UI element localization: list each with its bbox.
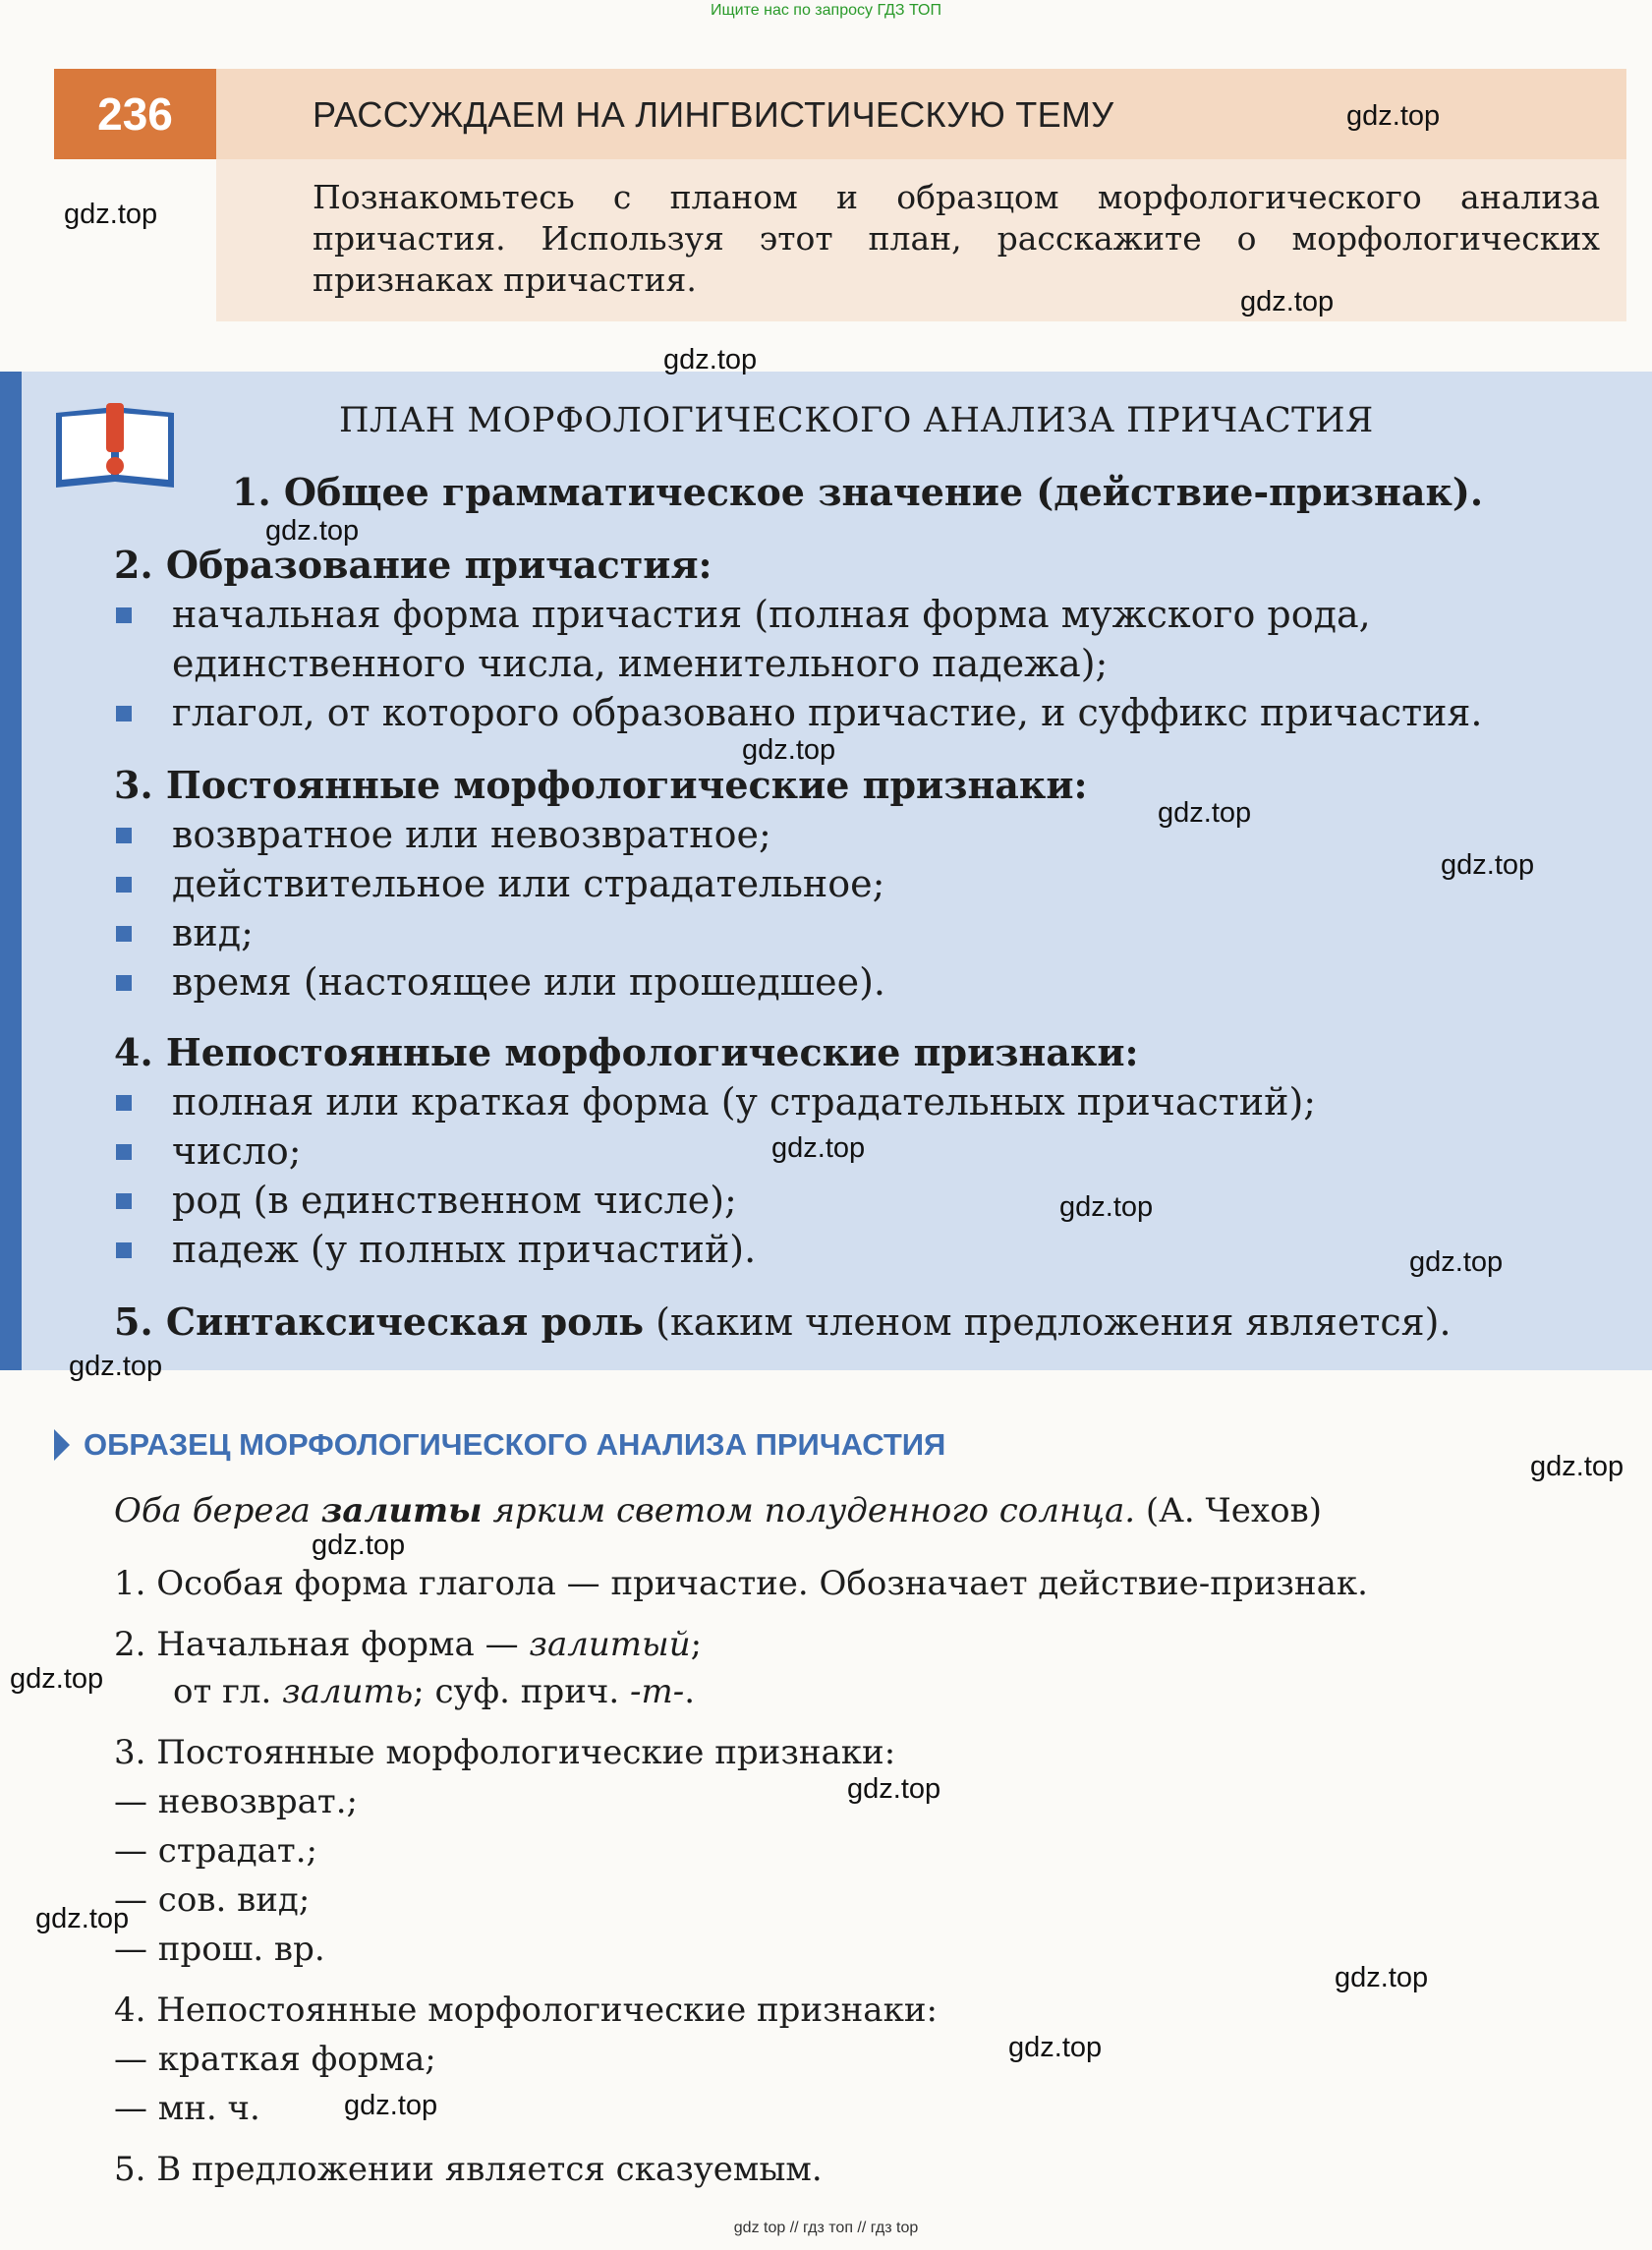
sample-line-4b: — мн. ч. — [114, 2089, 260, 2128]
bullet — [116, 877, 132, 893]
sample-title — [54, 1427, 945, 1463]
watermark: gdz.top — [1240, 286, 1335, 317]
plan-item-5-bold: 5. Синтаксическая роль — [114, 1299, 645, 1344]
line-part-italic: -т- — [629, 1672, 685, 1711]
plan-item-2: 2. Образование причастия: — [114, 543, 712, 587]
line-part: 2. Начальная форма — — [114, 1625, 530, 1664]
plan-item-2-bullet-1-line-1: начальная форма причастия (полная форма мужского рода, — [172, 593, 1371, 636]
plan-item-3: 3. Постоянные морфологические признаки: — [114, 763, 1088, 807]
sentence-author: (А. Чехов) — [1135, 1491, 1322, 1530]
watermark: gdz.top — [1409, 1246, 1504, 1278]
exercise-number: 236 — [54, 69, 216, 159]
watermark: gdz.top — [1008, 2032, 1103, 2063]
watermark: gdz.top — [771, 1132, 866, 1164]
watermark: gdz.top — [35, 1903, 130, 1934]
plan-item-4-bullet: род (в единственном числе); — [172, 1179, 737, 1222]
plan-item-1: 1. Общее грамматическое значение (действие-признак). — [232, 470, 1484, 514]
sentence-part: ярким светом полуденного солнца. — [482, 1491, 1136, 1530]
sample-line-3a: — невозврат.; — [114, 1782, 358, 1821]
plan-item-5-rest: (каким членом предложения является). — [644, 1300, 1452, 1344]
plan-item-2-bullet-2: глагол, от которого образовано причастие, и суффикс причастия. — [172, 691, 1483, 734]
plan-item-2-bullet-1-line-2: единственного числа, именительного падежа); — [172, 642, 1109, 685]
plan-item-4-bullet: полная или краткая форма (у страдательных причастий); — [172, 1080, 1317, 1124]
plan-stripe — [0, 372, 22, 1370]
plan-item-4: 4. Непостоянные морфологические признаки: — [114, 1030, 1139, 1074]
exercise-title: РАССУЖДАЕМ НА ЛИНГВИСТИЧЕСКУЮ ТЕМУ — [313, 94, 1114, 135]
watermark: gdz.top — [1059, 1191, 1154, 1223]
watermark: gdz.top — [69, 1351, 163, 1382]
sample-title-text: ОБРАЗЕЦ МОРФОЛОГИЧЕСКОГО АНАЛИЗА ПРИЧАСТИЯ — [84, 1427, 946, 1462]
exclamation-book-icon — [54, 403, 177, 491]
watermark: gdz.top — [344, 2090, 438, 2121]
plan-title: ПЛАН МОРФОЛОГИЧЕСКОГО АНАЛИЗА ПРИЧАСТИЯ — [339, 401, 1374, 440]
sentence-part: Оба берега — [114, 1491, 321, 1530]
bullet — [116, 1144, 132, 1160]
sample-line-3: 3. Постоянные морфологические признаки: — [114, 1733, 896, 1772]
line-part: . — [684, 1672, 695, 1711]
watermark: gdz.top — [10, 1663, 104, 1695]
sample-line-3d: — прош. вр. — [114, 1930, 325, 1969]
watermark: gdz.top — [64, 199, 158, 230]
bullet — [116, 1193, 132, 1209]
watermark: gdz.top — [312, 1529, 406, 1561]
bullet — [116, 975, 132, 991]
top-note: Ищите нас по запросу ГДЗ ТОП — [711, 2, 941, 19]
watermark: gdz.top — [265, 515, 360, 547]
plan-item-3-bullet: время (настоящее или прошедшее). — [172, 960, 885, 1004]
line-part: ; суф. прич. — [413, 1672, 630, 1711]
bullet — [116, 607, 132, 623]
sample-line-5: 5. В предложении является сказуемым. — [114, 2150, 823, 2189]
sample-line-1: 1. Особая форма глагола — причастие. Обозначает действие-признак. — [114, 1564, 1368, 1603]
plan-item-4-bullet: число; — [172, 1129, 302, 1173]
sample-line-3c: — сов. вид; — [114, 1880, 311, 1920]
line-part: от гл. — [173, 1672, 283, 1711]
sample-sentence — [114, 1490, 1322, 1531]
watermark: gdz.top — [1346, 100, 1441, 132]
bullet — [116, 1242, 132, 1258]
plan-item-3-bullet: вид; — [172, 911, 254, 954]
line-part: ; — [690, 1625, 703, 1664]
triangle-marker-icon — [54, 1429, 70, 1461]
watermark: gdz.top — [1158, 797, 1252, 829]
sentence-participle: залиты — [320, 1491, 483, 1530]
sample-line-3b: — страдат.; — [114, 1831, 317, 1871]
bullet — [116, 828, 132, 843]
bullet — [116, 706, 132, 721]
plan-item-4-bullet: падеж (у полных причастий). — [172, 1228, 757, 1271]
sample-line-4: 4. Непостоянные морфологические признаки: — [114, 1990, 938, 2030]
plan-item-3-bullet: действительное или страдательное; — [172, 862, 885, 905]
watermark: gdz.top — [742, 734, 836, 766]
bullet — [116, 926, 132, 942]
sample-line-4a: — краткая форма; — [114, 2040, 436, 2079]
watermark: gdz.top — [663, 344, 758, 375]
plan-item-5 — [114, 1299, 1452, 1345]
exercise-text: Познакомьтесь с планом и образцом морфологического анализа причастия. Используя этот план, расскажите о морфологических признаках причастия. — [313, 178, 1600, 299]
line-part-italic: залить — [282, 1672, 414, 1711]
bullet — [116, 1095, 132, 1111]
plan-item-3-bullet: возвратное или невозвратное; — [172, 813, 771, 856]
watermark: gdz.top — [847, 1773, 941, 1805]
watermark: gdz.top — [1335, 1962, 1429, 1993]
bottom-note: gdz top // гдз топ // гдз top — [733, 2220, 919, 2236]
watermark: gdz.top — [1530, 1451, 1624, 1482]
line-part-italic: залитый — [529, 1625, 691, 1664]
sample-line-2 — [114, 1624, 702, 1665]
sample-line-2-cont — [173, 1671, 695, 1712]
watermark: gdz.top — [1441, 849, 1535, 881]
